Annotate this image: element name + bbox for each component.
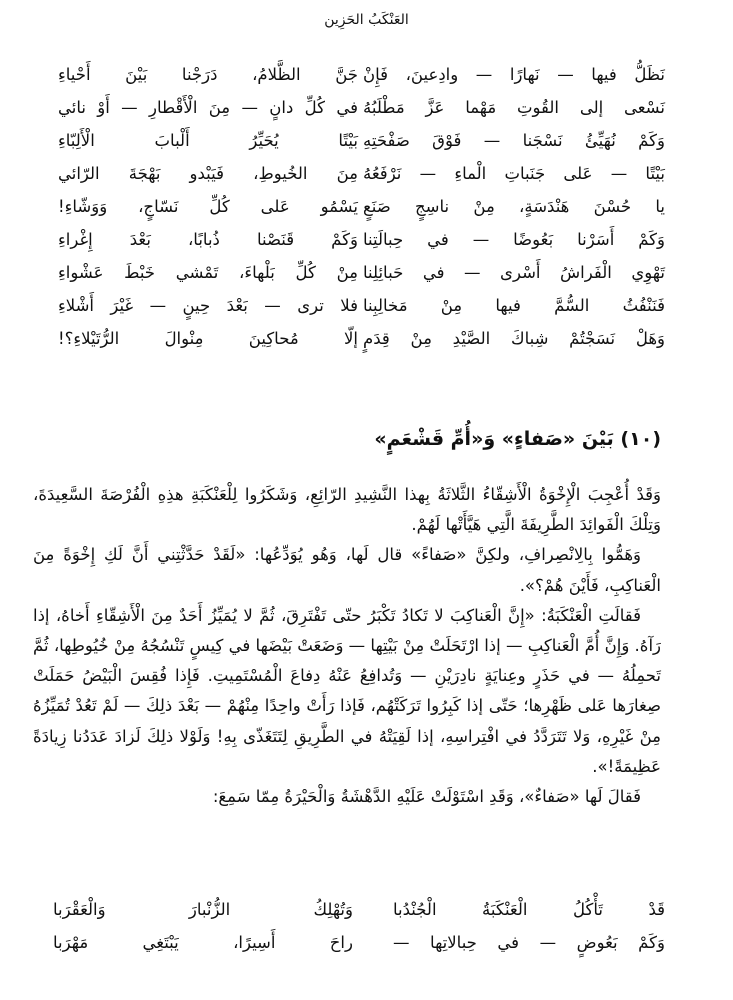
verse-second-hemistich: إلّا مُحاكِينَ مِنْوالَ الرُّتَيْلاءِ؟!	[58, 329, 358, 348]
verse-first-hemistich: نَظَلُّ فيها — نَهارًا — وادِعينَ، فَإِنْ	[363, 65, 665, 84]
verse-first-hemistich: فَنَنْفُثُ السُّمَّ فيها مِنْ مَخالِبِنا	[363, 296, 665, 315]
verse-second-hemistich: يَسْمُو عَلى كُلِّ نَسّاجٍ، وَوَشّاءِ!	[58, 197, 358, 216]
paragraph: وَقَدْ أُعْجِبَ الْإِخْوَةُ الْأَشِقّاءُ الثَّلاثَةُ بِهذا النَّشِيدِ الرّائِعِ، وَشَكَرُوا لِلْعَنْكَبَةِ هذِهِ الْفُرْصَةَ السَّعِيدَةَ، وَتِلْكَ الْفَوائِدَ الطَّرِيفَةَ الَّتِي هَيَّأَتْها لَهُمْ.	[33, 485, 661, 535]
verse-second-hemistich: راحَ أَسِيرًا، يَبْتَغِي مَهْرَبا	[53, 933, 353, 952]
verse-first-hemistich: قَدْ تَأْكُلُ الْعَنْكَبَةُ الْجُنْدُبا	[393, 900, 665, 919]
verse-second-hemistich: وَتُهْلِكُ الزُّنْبارَ وَالْعَقْرَبا	[53, 900, 353, 919]
verse-first-hemistich: وَهَلْ نَسَجْتُمْ شِباكَ الصَّيْدِ مِنْ قِدَمٍ	[363, 329, 665, 348]
verse-second-hemistich: في كُلِّ دانٍ — مِنَ الْأَقْطارِ — أَوْ نائي	[58, 98, 358, 117]
verse-second-hemistich: بَيْتًا يُحَيِّرُ أَلْبابَ الْأَلِبّاءِ	[58, 131, 358, 150]
verse-second-hemistich: مِنْ كُلِّ بَلْهاءَ، تَمْشي خَبْطَ عَشْواءِ	[58, 263, 358, 282]
verse-first-hemistich: يا حُسْنَ هَنْدَسَةٍ، مِنْ ناسِجٍ صَنَعٍ	[363, 197, 665, 216]
verse-first-hemistich: تَهْوِي الْفَراشُ أَسْرى — في حَبائِلِنا	[363, 263, 665, 282]
verse-second-hemistich: مِنَ الخُيوطِ، فَيَبْدو بَهْجَةَ الرّائي	[58, 164, 358, 183]
section-heading: (١٠) بَيْنَ «صَفاءٍ» وَ«أُمِّ قَشْعَمٍ»	[374, 428, 661, 450]
verse-line	[0, 124, 733, 157]
verse-line	[0, 58, 733, 91]
verse-first-hemistich: وَكَمْ أَسَرْنا بَعُوضًا — في حِبالَتِنا	[363, 230, 665, 249]
verse-line	[0, 91, 733, 124]
verse-line	[0, 289, 733, 322]
verse-line	[0, 893, 733, 926]
running-head: العَنْكَبُ الحَزِين	[324, 12, 409, 28]
verse-first-hemistich: وَكَمْ بَعُوضٍ — في حِبالاتِها —	[393, 933, 665, 952]
verse-line	[0, 157, 733, 190]
verse-line	[0, 256, 733, 289]
prose-body	[33, 480, 661, 812]
verse-line	[0, 322, 733, 355]
paragraph: فَقالَ لَها «صَفاءٌ»، وَقَدِ اسْتَوْلَتْ عَلَيْهِ الدَّهْشَةُ وَالْحَيْرَةُ مِمّا سَمِعَ:	[212, 787, 641, 807]
verse-first-hemistich: وَكَمْ نُهَيِّئُ نَسْجَنا — فَوْقَ صَفْحَتِهِ	[363, 131, 665, 150]
paragraph: فَقالَتِ الْعَنْكَبَةُ: «إِنَّ الْعَناكِبَ لا تَكادُ تَكْبَرُ حتّى تَفْتَرِقَ، ثُمَّ لا يُمَيِّزُ أَحَدٌ مِنَ الْأَشِقّاءِ أَخاهُ، إذا رَآهُ. وَإِنَّ أُمَّ الْعَناكِبِ — إذا ارْتَحَلَتْ مِنْ بَيْتِها — وَضَعَتْ بَيْضَها في كِيسٍ تَنْسُجُهُ مِنْ خُيُوطِها، ثُمَّ تَحمِلُهُ — في حَذَرٍ وعِنايَةٍ نادِرَيْنِ — وَتُدافِعُ عَنْهُ دِفاعَ الْمُسْتَمِيتِ. فَإِذا فُقِسَ الْبَيْضُ حَمَلَتْ صِغارَها عَلى ظَهْرِها؛ حَتّى إذا كَبِرُوا تَرَكَتْهُم، فَإذا رَأَتْ واحِدًا مِنْهُمْ — بَعْدَ ذلِكَ — لَمْ تَعُدْ تُمَيِّزُهُ مِنْ غَيْرِهِ، وَلا تَتَرَدَّدُ في افْتِراسِهِ، إذا لَقِيَتْهُ في الطَّرِيقِ لِتَتَغَذّى بِهِ! وَلَوْلا ذلِكَ لَزادَ عَدَدُنا زِيادَةً عَظِيمَةً!».	[33, 605, 661, 776]
verse-line	[0, 190, 733, 223]
verse-first-hemistich: بَيْتًا — عَلى جَنَباتِ الْماءِ — نَرْفَعُهُ	[363, 164, 665, 183]
verse-line	[0, 223, 733, 256]
verse-line	[0, 926, 733, 959]
verse-second-hemistich: وَكَمْ قَنَصْنا ذُبابًا، بَعْدَ إِغْراءِ	[58, 230, 358, 249]
verse-second-hemistich: فلا ترى — بَعْدَ حِينٍ — غَيْرَ أَشْلاءِ	[58, 296, 358, 315]
verse-second-hemistich: جَنَّ الظَّلامُ، دَرَجْنا بَيْنَ أَحْياءِ	[58, 65, 358, 84]
paragraph: وَهَمُّوا بِالِانْصِرافِ، ولكِنَّ «صَفاءً» قال لَها، وَهُو يُوَدِّعُها: «لَقَدْ حَدَّثْتِني أَنَّ لَكِ إِخْوَةً مِنَ الْعَناكِبِ، فَأَيْنَ هُمْ؟».	[33, 545, 661, 595]
verse-first-hemistich: نَسْعى إلى القُوتِ مَهْما عَزَّ مَطْلَبُهُ	[363, 98, 665, 117]
